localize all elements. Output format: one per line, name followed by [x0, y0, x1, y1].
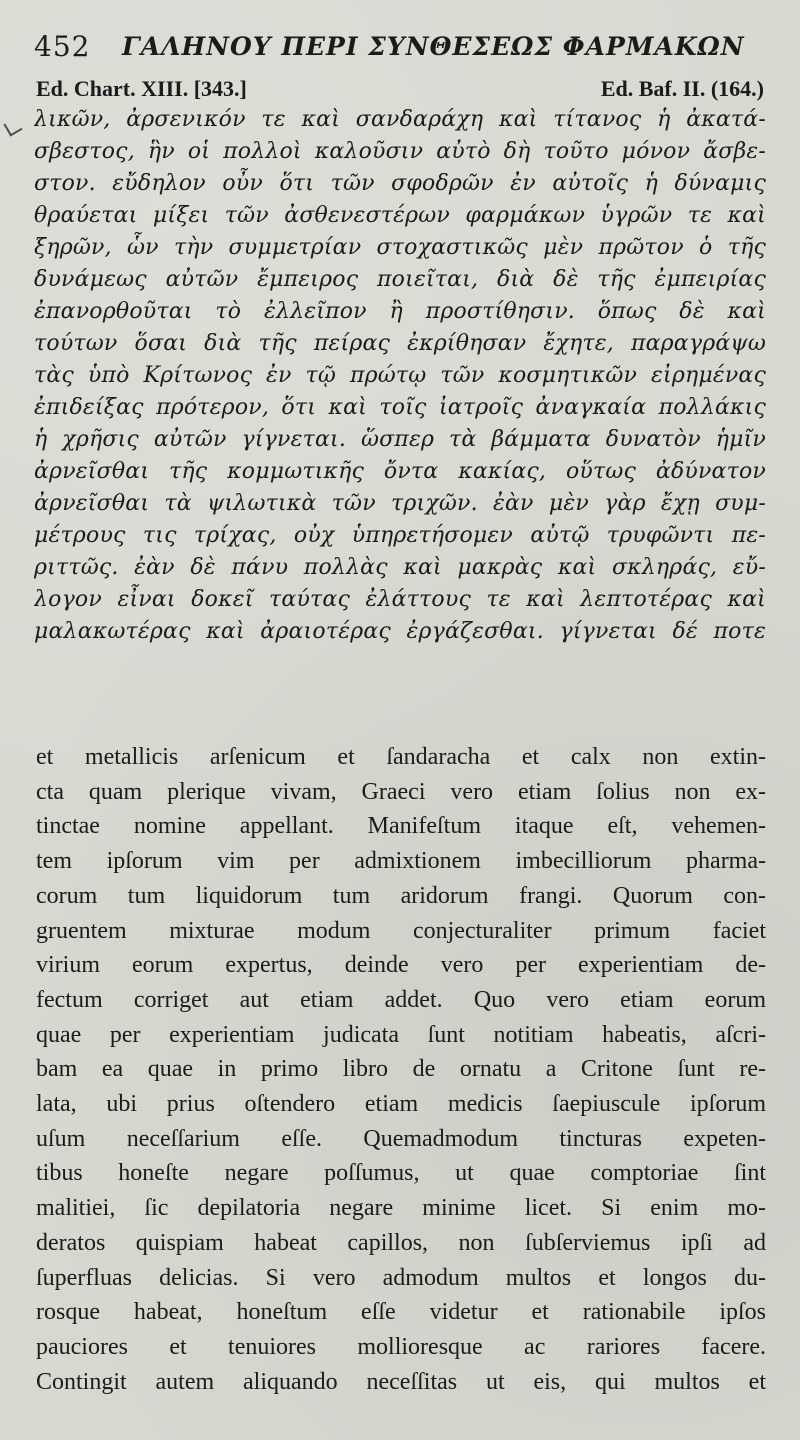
edition-left: Ed. Chart. XIII. [343.]	[36, 76, 247, 101]
greek-line: ριττῶς. ἐὰν δὲ πάνυ πολλὰς καὶ μακρὰς καὶ σκληράς, εὔ-	[34, 555, 766, 580]
greek-line: σβεστος, ἣν οἱ πολλοὶ καλοῦσιν αὐτὸ δὴ τοῦτο μόνον ἄσβε-	[34, 139, 766, 164]
page-number: 452	[34, 30, 91, 63]
latin-line: corum tum liquidorum tum aridorum frangi. Quorum con-	[36, 882, 766, 909]
greek-line: στον. εὔδηλον οὖν ὅτι τῶν σφοδρῶν ἐν αὐτοῖς ἡ δύναμις	[34, 171, 766, 196]
latin-line: cta quam plerique vivam, Graeci vero etiam ſolius non ex-	[36, 778, 766, 805]
latin-line: gruentem mixturae modum conjecturaliter primum faciet	[36, 917, 766, 944]
greek-line: θραύεται μίξει τῶν ἀσθενεστέρων φαρμάκων ὑγρῶν τε καὶ	[34, 203, 766, 228]
greek-line: τούτων ὅσαι διὰ τῆς πείρας ἐκρίθησαν ἔχητε, παραγράψω	[34, 331, 766, 356]
latin-text-block	[36, 740, 766, 1399]
latin-line: pauciores et tenuiores mollioresque ac rariores facere.	[36, 1333, 766, 1360]
greek-line: ἀρνεῖσθαι τῆς κομμωτικῆς ὄντα κακίας, οὕτως ἀδύνατον	[34, 459, 766, 484]
edition-right: Ed. Baf. II. (164.)	[600, 76, 764, 101]
latin-line: quae per experientiam judicata ſunt notitiam habeatis, aſcri-	[36, 1021, 766, 1048]
latin-line: tinctae nomine appellant. Manifeſtum itaque eſt, vehemen-	[36, 813, 766, 840]
latin-line: deratos quispiam habeat capillos, non ſubſerviemus ipſi ad	[36, 1229, 766, 1256]
greek-line: λικῶν, ἀρσενικόν τε καὶ σανδαράχη καὶ τίτανος ἡ ἀκατά-	[34, 107, 766, 132]
latin-line: ſuperfluas delicias. Si vero admodum multos et longos du-	[36, 1264, 766, 1291]
latin-line: uſum neceſſarium eſſe. Quemadmodum tincturas expeten-	[36, 1125, 766, 1152]
header-title: ΓΑΛΗΝΟΥ ΠΕΡΙ ΣΥΝΘΕΣΕΩΣ ΦΑΡΜΑΚΩΝ	[122, 32, 745, 61]
latin-line: rosque habeat, honeſtum eſſe videtur et rationabile ipſos	[36, 1299, 766, 1326]
greek-line: τὰς ὑπὸ Κρίτωνος ἐν τῷ πρώτῳ τῶν κοσμητικῶν εἰρημένας	[34, 363, 766, 388]
running-head	[34, 22, 766, 64]
greek-line: μαλακωτέρας καὶ ἀραιοτέρας ἐργάζεσθαι. γίγνεται δέ ποτε	[34, 619, 766, 644]
greek-line: ἡ χρῆσις αὐτῶν γίγνεται. ὥσπερ τὰ βάμματα δυνατὸν ἡμῖν	[34, 427, 766, 452]
latin-line: tibus honeſte negare poſſumus, ut quae comptoriae ſint	[36, 1160, 766, 1187]
latin-line: Contingit autem aliquando neceſſitas ut eis, qui multos et	[36, 1368, 766, 1395]
latin-line: fectum corriget aut etiam addet. Quo vero etiam eorum	[36, 986, 766, 1013]
latin-line: virium eorum expertus, deinde vero per experientiam de-	[36, 952, 766, 979]
latin-line: tem ipſorum vim per admixtionem imbecilliorum pharma-	[36, 848, 766, 875]
margin-mark-icon	[3, 117, 22, 136]
greek-text-block	[34, 104, 766, 648]
edition-reference-line	[36, 76, 764, 106]
greek-line: ἐπιδείξας πρότερον, ὅτι καὶ τοῖς ἰατροῖς ἀναγκαία πολλάκις	[34, 395, 766, 420]
greek-line: δυνάμεως αὐτῶν ἔμπειρος ποιεῖται, διὰ δὲ τῆς ἐμπειρίας	[34, 267, 766, 292]
greek-line: ἀρνεῖσθαι τὰ ψιλωτικὰ τῶν τριχῶν. ἐὰν μὲν γὰρ ἔχῃ συμ-	[34, 491, 766, 516]
latin-line: lata, ubi prius oſtendero etiam medicis ſaepiuscule ipſorum	[36, 1091, 766, 1118]
greek-line: λογον εἶναι δοκεῖ ταύτας ἐλάττους τε καὶ λεπτοτέρας καὶ	[34, 587, 766, 612]
latin-line: bam ea quae in primo libro de ornatu a Critone ſunt re-	[36, 1056, 766, 1083]
greek-line: ἐπανορθοῦται τὸ ἐλλεῖπον ἢ προστίθησιν. ὅπως δὲ καὶ	[34, 299, 766, 324]
latin-line: malitiei, ſic depilatoria negare minime licet. Si enim mo-	[36, 1195, 766, 1222]
latin-line: et metallicis arſenicum et ſandaracha et calx non extin-	[36, 744, 766, 770]
greek-line: ξηρῶν, ὧν τὴν συμμετρίαν στοχαστικῶς μὲν πρῶτον ὁ τῆς	[34, 235, 766, 260]
greek-line: μέτρους τις τρίχας, οὐχ ὑπηρετήσομεν αὐτῷ τρυφῶντι πε-	[34, 523, 766, 548]
